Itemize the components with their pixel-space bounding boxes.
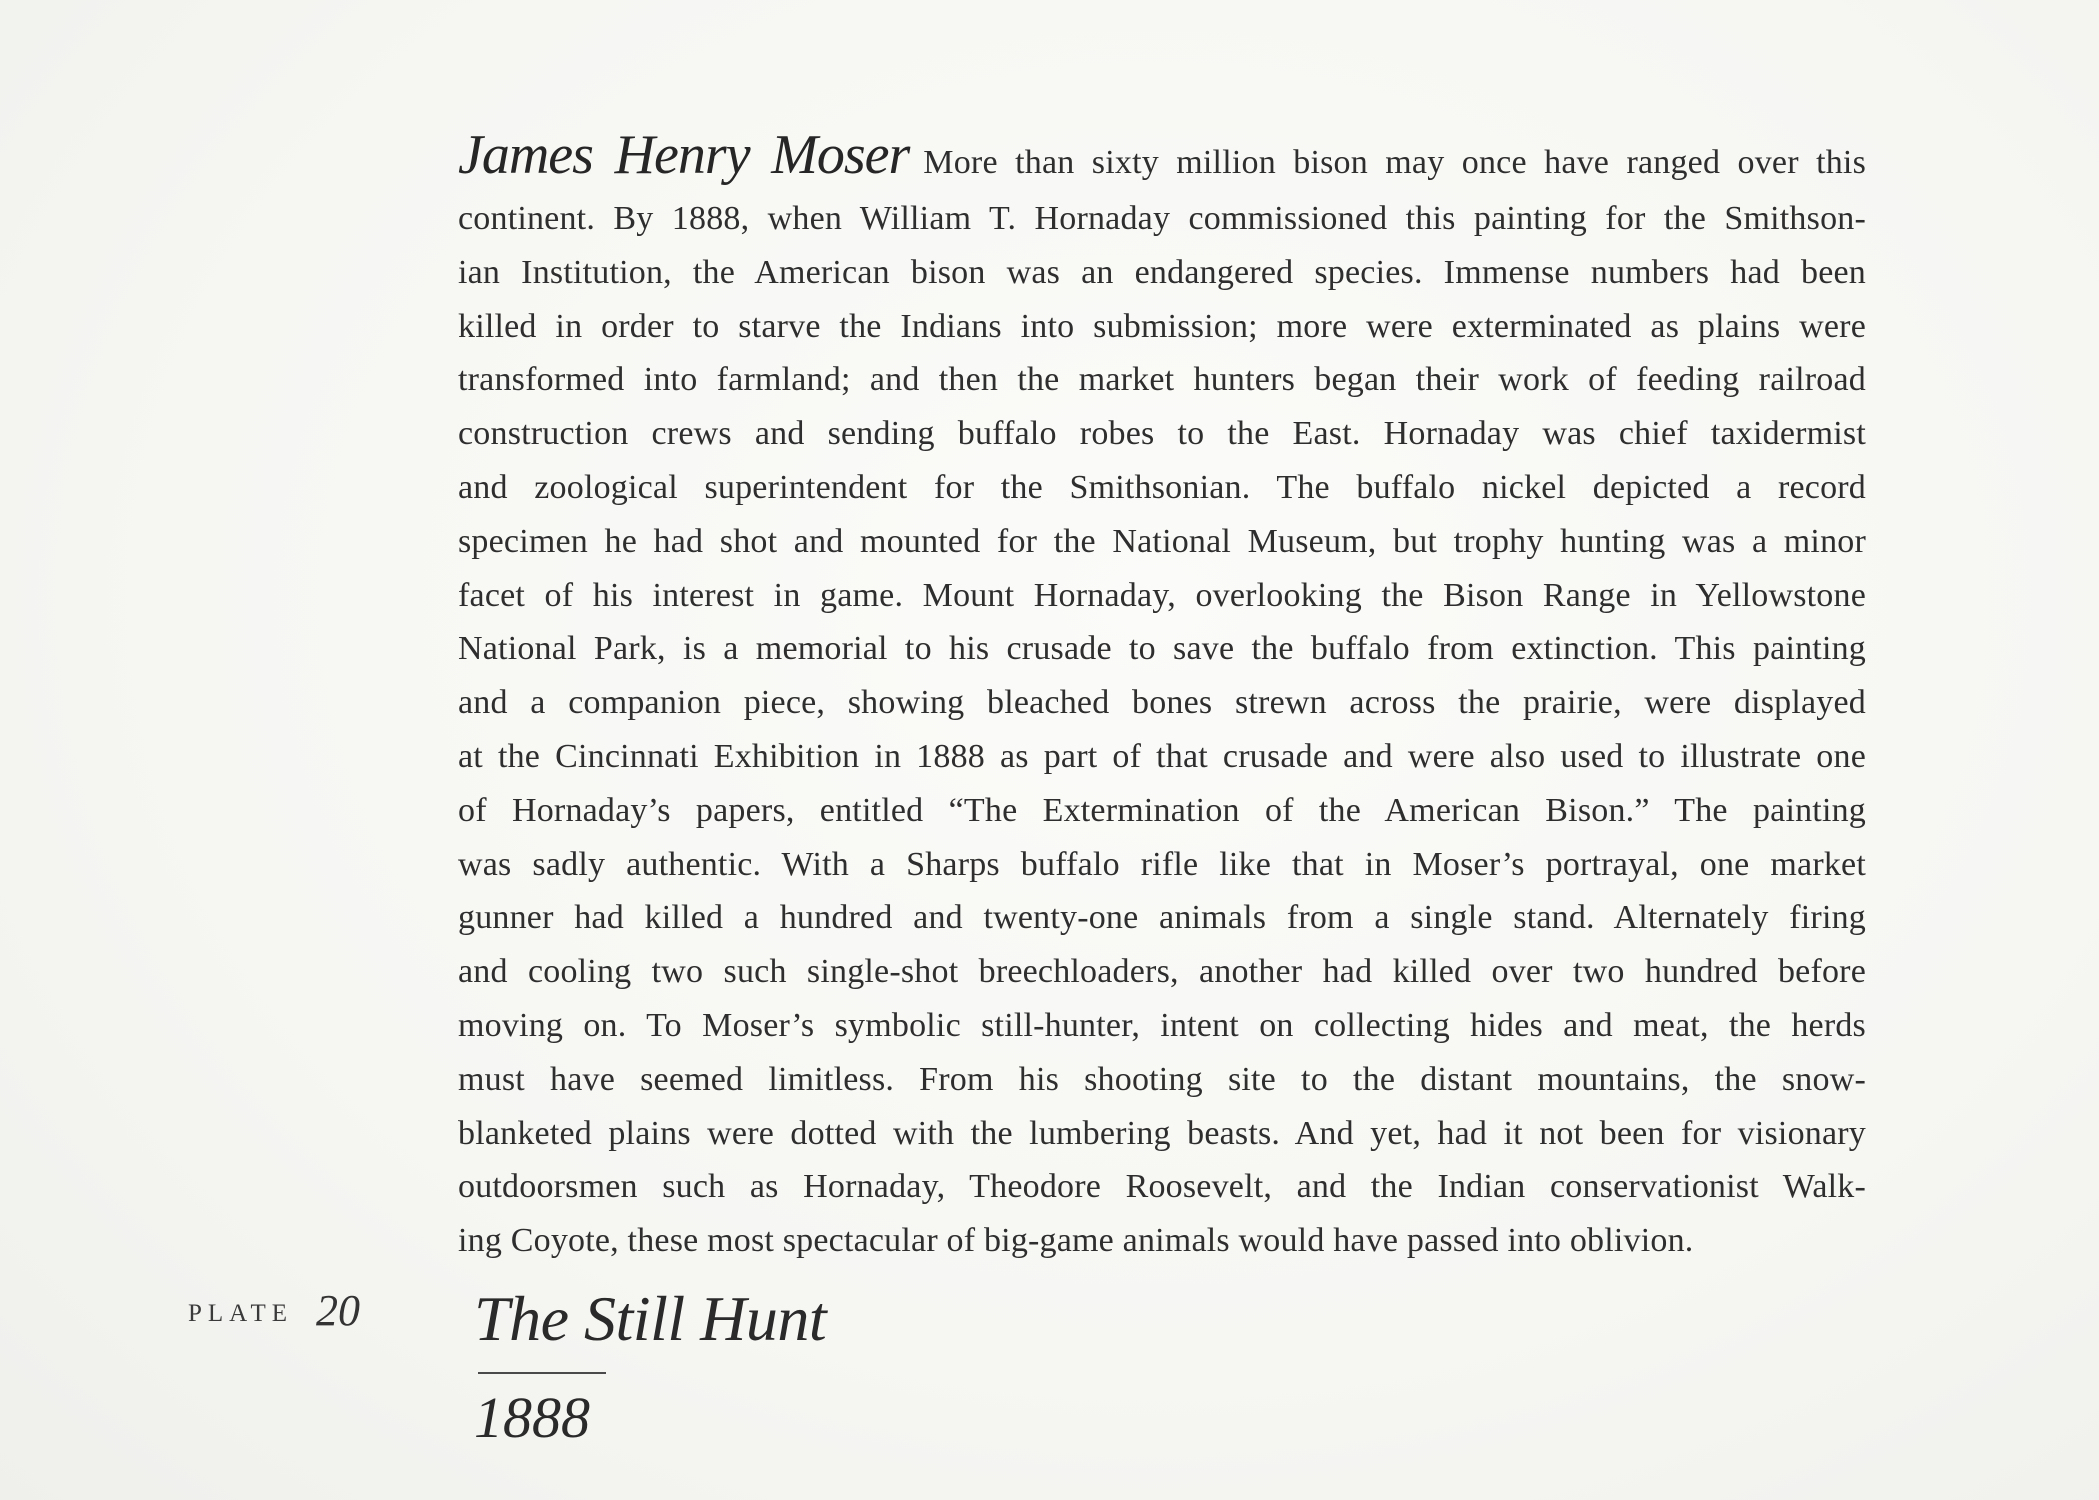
essay-line: transformed into farmland; and then the market hunters began their work of feeding railroad — [458, 361, 1866, 399]
essay-line: and a companion piece, showing bleached bones strewn across the prairie, were displayed — [458, 684, 1866, 722]
essay-line: moving on. To Moser’s symbolic still-hunter, intent on collecting hides and meat, the herds — [458, 1006, 1866, 1044]
essay-line: killed in order to starve the Indians into submission; more were exterminated as plains were — [458, 307, 1866, 345]
essay-line: of Hornaday’s papers, entitled “The Extermination of the American Bison.” The painting — [458, 791, 1866, 829]
essay-line: continent. By 1888, when William T. Hornaday commissioned this painting for the Smithson- — [458, 200, 1866, 237]
essay-line: National Park, is a memorial to his crusade to save the buffalo from extinction. This painting — [458, 630, 1866, 668]
essay-line: and zoological superintendent for the Smithsonian. The buffalo nickel depicted a record — [458, 468, 1866, 506]
essay-line: outdoorsmen such as Hornaday, Theodore Roosevelt, and the Indian conservationist Walk- — [458, 1168, 1866, 1206]
essay-line: ing Coyote, these most spectacular of big-game animals would have passed into oblivion. — [458, 1222, 1694, 1260]
essay-line: must have seemed limitless. From his shooting site to the distant mountains, the snow- — [458, 1060, 1866, 1098]
essay-line: ian Institution, the American bison was an endangered species. Immense numbers had been — [458, 253, 1866, 291]
essay-line: at the Cincinnati Exhibition in 1888 as part of that crusade and were also used to illustrate one — [458, 737, 1866, 775]
painting-title-block — [474, 1282, 826, 1356]
title-divider — [478, 1372, 606, 1374]
essay-line-text: More than sixty million bison may once have ranged over this — [923, 144, 1867, 181]
plate-label: PLATE — [188, 1300, 293, 1327]
essay-line-1 — [458, 118, 1866, 192]
essay-line: construction crews and sending buffalo robes to the East. Hornaday was chief taxidermist — [458, 415, 1866, 453]
essay-line: and cooling two such single-shot breechloaders, another had killed over two hundred before — [458, 953, 1866, 991]
essay-line: specimen he had shot and mounted for the National Museum, but trophy hunting was a minor — [458, 522, 1866, 560]
essay-line: facet of his interest in game. Mount Hornaday, overlooking the Bison Range in Yellowstone — [458, 576, 1866, 614]
painting-year: 1888 — [474, 1385, 590, 1450]
artist-name: James Henry Moser — [458, 124, 910, 186]
plate-number: 20 — [316, 1286, 360, 1335]
essay-line: was sadly authentic. With a Sharps buffalo rifle like that in Moser’s portrayal, one market — [458, 845, 1866, 883]
essay-text-block — [458, 118, 1866, 1268]
essay-line: gunner had killed a hundred and twenty-one animals from a single stand. Alternately firing — [458, 899, 1866, 937]
painting-title: The Still Hunt — [474, 1283, 827, 1354]
essay-line: blanketed plains were dotted with the lumbering beasts. And yet, had it not been for visionary — [458, 1114, 1866, 1152]
